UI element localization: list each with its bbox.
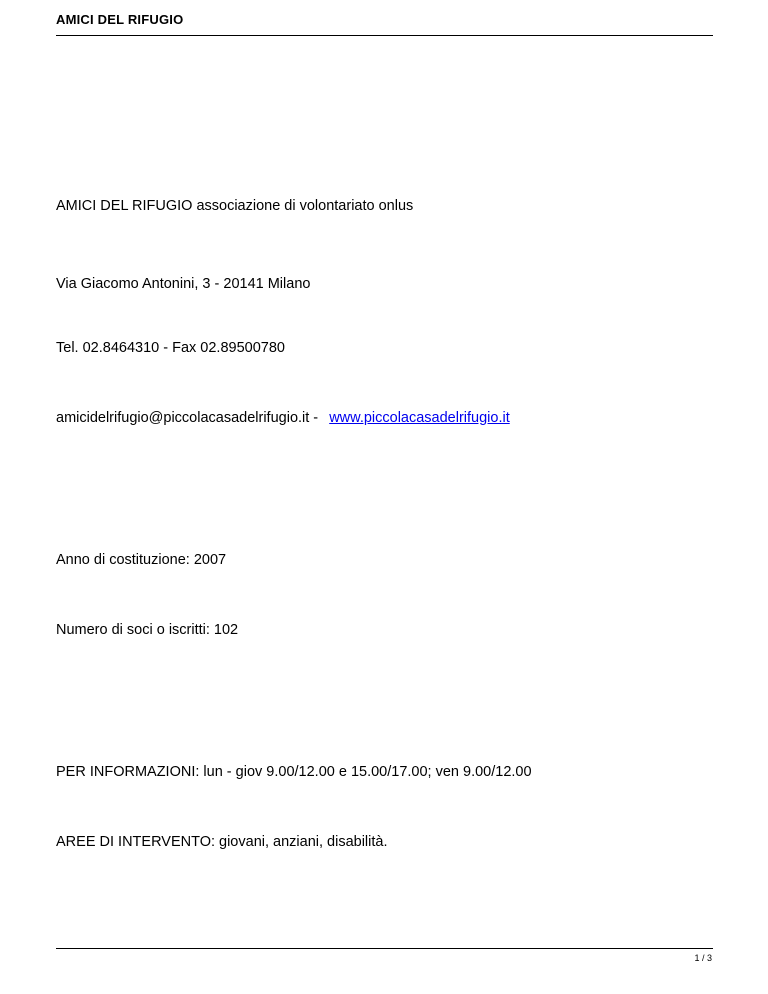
intervention-areas-line: AREE DI INTERVENTO: giovani, anziani, disabilità. — [56, 834, 388, 850]
email-text: amicidelrifugio@piccolacasadelrifugio.it - — [56, 410, 319, 426]
members-count-line: Numero di soci o iscritti: 102 — [56, 622, 239, 638]
address-line: Via Giacomo Antonini, 3 - 20141 Milano — [56, 276, 311, 292]
page-number: 1 / 3 — [694, 953, 712, 963]
contact-line — [56, 410, 510, 426]
info-hours-line: PER INFORMAZIONI: lun - giov 9.00/12.00 e 15.00/17.00; ven 9.00/12.00 — [56, 764, 532, 780]
founding-year-line: Anno di costituzione: 2007 — [56, 552, 227, 568]
footer-divider — [56, 948, 713, 949]
website-link[interactable]: www.piccolacasadelrifugio.it — [329, 410, 510, 426]
header-divider — [56, 35, 713, 36]
phone-fax-line: Tel. 02.8464310 - Fax 02.89500780 — [56, 340, 285, 356]
organization-line: AMICI DEL RIFUGIO associazione di volontariato onlus — [56, 198, 414, 214]
page-header-title: AMICI DEL RIFUGIO — [56, 12, 184, 27]
